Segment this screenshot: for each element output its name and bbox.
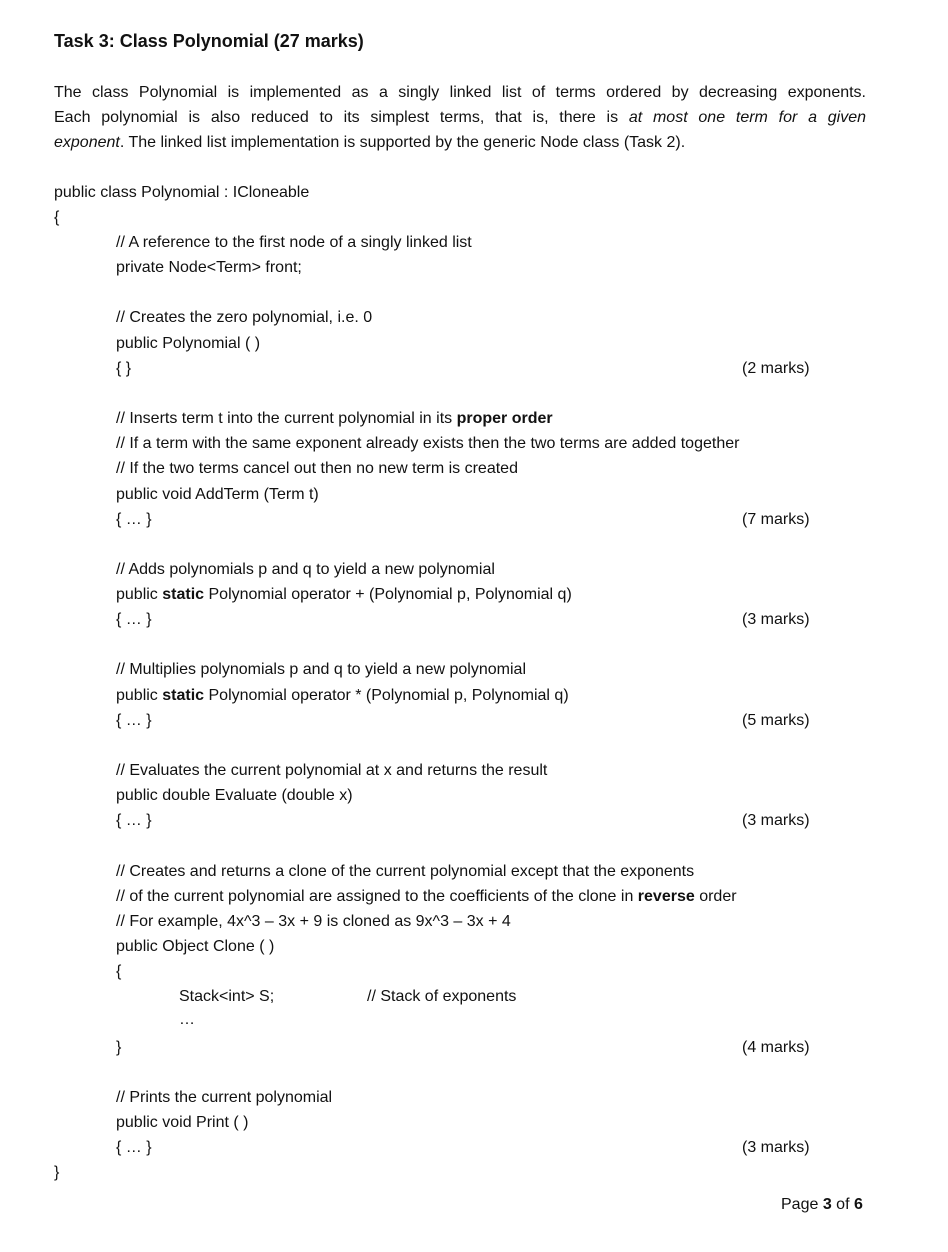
add-op-comment: // Adds polynomials p and q to yield a new polynomial bbox=[116, 561, 495, 578]
add-op-signature bbox=[116, 585, 572, 605]
page-of-word: of bbox=[831, 1196, 854, 1213]
addterm-comment-1-text: // Inserts term t into the current polynomial in its bbox=[116, 410, 457, 427]
clone-signature: public Object Clone ( ) bbox=[116, 938, 275, 955]
clone-comment-1: // Creates and returns a clone of the current polynomial except that the exponents bbox=[116, 863, 695, 880]
clone-marks: (4 marks) bbox=[742, 1039, 810, 1056]
class-declaration: public class Polynomial : ICloneable bbox=[54, 184, 310, 201]
clone-stack-comment: // Stack of exponents bbox=[367, 988, 517, 1005]
mul-op-comment: // Multiplies polynomials p and q to yield a new polynomial bbox=[116, 661, 526, 678]
ctor-comment: // Creates the zero polynomial, i.e. 0 bbox=[116, 309, 373, 326]
clone-open-brace: { bbox=[116, 963, 122, 980]
add-op-sig-static: static bbox=[162, 586, 205, 603]
clone-comment-2-bold: reverse bbox=[637, 888, 695, 905]
class-open-brace: { bbox=[54, 209, 60, 226]
clone-comment-2-tail: order bbox=[694, 888, 737, 905]
clone-comment-3: // For example, 4x^3 – 3x + 9 is cloned as 9x^3 – 3x + 4 bbox=[116, 913, 511, 930]
intro-paragraph bbox=[54, 80, 866, 155]
ctor-body: { } bbox=[116, 360, 132, 377]
intro-line-2-text: Each polynomial is also reduced to its simplest terms, that is, there is bbox=[54, 109, 629, 126]
print-comment: // Prints the current polynomial bbox=[116, 1089, 333, 1106]
intro-line-3 bbox=[54, 130, 866, 155]
clone-comment-2 bbox=[116, 887, 737, 907]
addterm-comment-3: // If the two terms cancel out then no new term is created bbox=[116, 460, 518, 477]
addterm-signature: public void AddTerm (Term t) bbox=[116, 486, 319, 503]
task-title: Task 3: Class Polynomial (27 marks) bbox=[54, 31, 364, 51]
mul-op-body: { … } bbox=[116, 712, 152, 729]
intro-line-2-emphasis: at most one term for a given bbox=[628, 109, 867, 126]
evaluate-comment: // Evaluates the current polynomial at x and returns the result bbox=[116, 762, 548, 779]
intro-line-2 bbox=[54, 105, 866, 130]
mul-op-marks: (5 marks) bbox=[742, 712, 810, 729]
addterm-body: { … } bbox=[116, 511, 152, 528]
intro-line-1: The class Polynomial is implemented as a singly linked list of terms ordered by decreasing exponents. bbox=[54, 84, 866, 101]
page-word: Page bbox=[781, 1196, 823, 1213]
evaluate-marks: (3 marks) bbox=[742, 812, 810, 829]
clone-comment-2-text: // of the current polynomial are assigned to the coefficients of the clone in bbox=[116, 888, 638, 905]
print-marks: (3 marks) bbox=[742, 1139, 810, 1156]
add-op-sig-public: public bbox=[116, 586, 163, 603]
intro-line-3-text: . The linked list implementation is supported by the generic Node class (Task 2). bbox=[119, 134, 686, 151]
ctor-signature: public Polynomial ( ) bbox=[116, 335, 261, 352]
clone-stack-declaration: Stack<int> S; bbox=[179, 988, 275, 1005]
ctor-marks: (2 marks) bbox=[742, 360, 810, 377]
mul-op-sig-static: static bbox=[162, 687, 205, 704]
class-close-brace: } bbox=[54, 1164, 60, 1181]
mul-op-sig-rest: Polynomial operator * (Polynomial p, Polynomial q) bbox=[204, 687, 569, 704]
clone-close-brace: } bbox=[116, 1039, 122, 1056]
add-op-sig-rest: Polynomial operator + (Polynomial p, Polynomial q) bbox=[204, 586, 572, 603]
field-declaration: private Node<Term> front; bbox=[116, 259, 302, 276]
evaluate-body: { … } bbox=[116, 812, 152, 829]
evaluate-signature: public double Evaluate (double x) bbox=[116, 787, 353, 804]
print-signature: public void Print ( ) bbox=[116, 1114, 249, 1131]
page-current: 3 bbox=[822, 1196, 832, 1213]
mul-op-signature bbox=[116, 686, 569, 706]
add-op-body: { … } bbox=[116, 611, 152, 628]
field-comment: // A reference to the first node of a singly linked list bbox=[116, 234, 472, 251]
clone-ellipsis: … bbox=[179, 1011, 195, 1028]
page-number bbox=[781, 1195, 863, 1215]
addterm-comment-2: // If a term with the same exponent already exists then the two terms are added together bbox=[116, 435, 740, 452]
addterm-comment-1 bbox=[116, 409, 553, 429]
page-total: 6 bbox=[853, 1196, 863, 1213]
addterm-marks: (7 marks) bbox=[742, 511, 810, 528]
add-op-marks: (3 marks) bbox=[742, 611, 810, 628]
print-body: { … } bbox=[116, 1139, 152, 1156]
intro-line-3-emphasis: exponent bbox=[54, 134, 120, 151]
addterm-comment-1-bold: proper order bbox=[456, 410, 553, 427]
mul-op-sig-public: public bbox=[116, 687, 163, 704]
